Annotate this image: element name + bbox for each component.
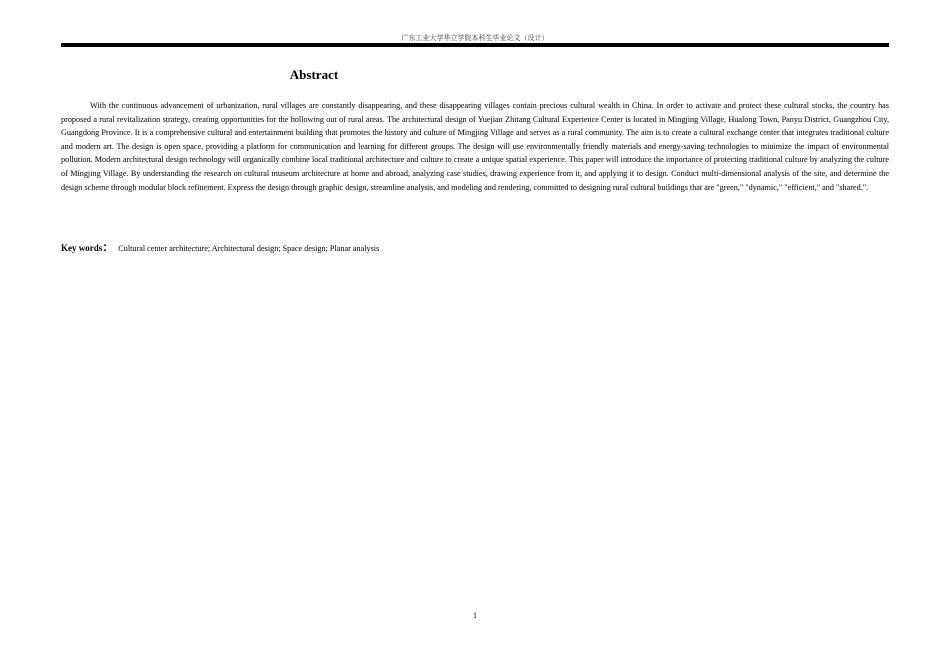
keywords-colon: ：: [102, 240, 115, 254]
abstract-body: With the continuous advancement of urbanization, rural villages are constantly disappearing, and these disappearing villages contain precious cultural wealth in China. In order to activate and protect these cultural stocks, the country has proposed a rural revitalization strategy, creating opportunities for the hollowing out of rural areas. The architectural design of Yuejian Zhitang Cultural Experience Center is located in Mingjing Village, Hualong Town, Panyu District, Guangzhou City, Guangdong Province. It is a comprehensive cultural and entertainment building that promotes the history and culture of Mingjing Village and serves as a rural community. The aim is to create a cultural exchange center that integrates traditional culture and modern art. The design is open space, providing a platform for communication and learning for different groups. The design will use environmentally friendly materials and energy-saving technologies to minimize the impact of environmental pollution. Modern architectural design technology will organically combine local traditional architecture and culture to create a unique spatial experience. This paper will introduce the importance of protecting traditional culture by analyzing the culture of Mingjing Village. By understanding the research on cultural museum architecture at home and abroad, analyzing case studies, drawing experience from it, and applying it to design. Conduct multi-dimensional analysis of the site, and determine the design scheme through modular block refinement. Express the design through graphic design, streamline analysis, and modeling and rendering, committed to designing rural cultural buildings that are "green," "dynamic," "efficient," and "shared.".: [61, 101, 889, 192]
keywords-label: Key words: [61, 243, 103, 253]
keywords-line: [61, 240, 889, 256]
keywords-text: Cultural center architecture; Architectural design; Space design; Planar analysis: [118, 244, 380, 253]
page-number: 1: [473, 611, 477, 620]
abstract-title: Abstract: [289, 67, 339, 82]
header-rule: [61, 43, 889, 47]
running-header: 广东工业大学华立学院本科生毕业论文（设计）: [401, 34, 549, 42]
